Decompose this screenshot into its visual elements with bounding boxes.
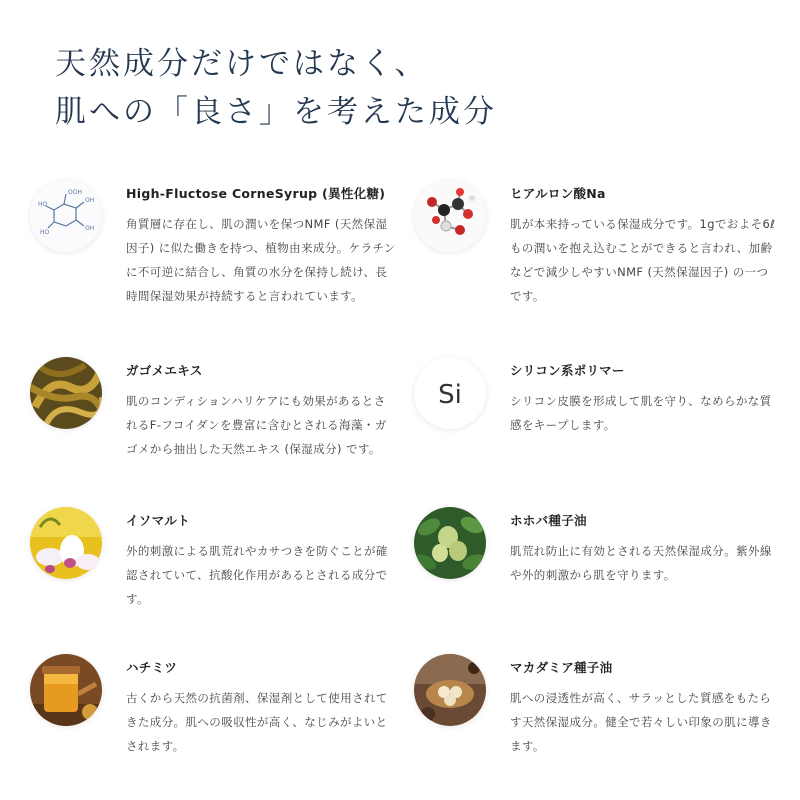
headline-line-2: 肌への「良さ」を考えた成分	[55, 94, 497, 130]
ingredient-description: 外的刺激による肌荒れやカサつきを防ぐことが確認されていて、抗酸化作用があるとされる成分です。	[126, 544, 388, 606]
ingredient-title: シリコン系ポリマー	[510, 363, 625, 378]
ingredient-description: 肌荒れ防止に有効とされる天然保湿成分。紫外線や外的刺激から肌を守ります。	[510, 544, 772, 582]
ingredient-title: High-Fluctose CorneSyrup (異性化糖)	[126, 186, 386, 201]
glucose-molecule-icon	[30, 180, 102, 252]
ingredient-title: ガゴメエキス	[126, 363, 203, 378]
ingredient-item-jojoba	[414, 507, 794, 637]
ingredient-title: イソマルト	[126, 513, 191, 528]
honey-jar-photo-icon	[30, 654, 102, 726]
ingredient-item-silicone	[414, 357, 794, 487]
ingredient-item-honey	[30, 654, 410, 784]
headline-line-1: 天然成分だけではなく、	[55, 46, 429, 82]
ingredient-item-macadamia	[414, 654, 794, 784]
molecule-label: OH	[85, 197, 95, 204]
molecule-label: HO	[40, 229, 50, 236]
headline	[55, 40, 497, 136]
ingredient-item-corn-syrup	[30, 180, 410, 310]
ingredient-description: 肌のコンディションハリケアにも効果があるとされるF-フコイダンを豊富に含むとされる海藻・ガゴメから抽出した天然エキス (保湿成分) です。	[126, 394, 387, 456]
ingredient-title: マカダミア種子油	[510, 660, 613, 675]
ingredient-item-hyaluronic-acid	[414, 180, 794, 310]
ingredient-description: 古くから天然の抗菌剤、保湿剤として使用されてきた成分。肌への吸収性が高く、なじみがよいとされます。	[126, 691, 388, 753]
macadamia-nut-photo-icon	[414, 654, 486, 726]
molecule-label: HO	[38, 201, 48, 208]
jojoba-seed-photo-icon	[414, 507, 486, 579]
seaweed-photo-icon	[30, 357, 102, 429]
molecule-label: OOH	[68, 189, 82, 196]
ingredient-title: ヒアルロン酸Na	[510, 186, 606, 201]
ingredient-description: 肌が本来持っている保湿成分です。1gでおよそ6ℓもの潤いを抱え込むことができると言われ、加齢などで減少しやすいNMF (天然保湿因子) の一つです。	[510, 217, 776, 303]
ingredient-description: 角質層に存在し、肌の潤いを保つNMF (天然保湿因子) に似た働きを持つ、植物由来成分。ケラチンに不可逆に結合し、角質の水分を保持し続け、長時間保湿効果が持続すると言われています。	[126, 217, 396, 303]
orchid-flower-photo-icon	[30, 507, 102, 579]
silicon-symbol-icon	[414, 357, 486, 429]
ingredient-item-gagome	[30, 357, 410, 487]
molecule-label: OH	[85, 225, 95, 232]
silicon-symbol-text: Si	[438, 380, 462, 410]
ingredient-title: ハチミツ	[126, 660, 178, 675]
ingredient-item-isomalt	[30, 507, 410, 637]
ingredient-title: ホホバ種子油	[510, 513, 587, 528]
ingredient-description: 肌への浸透性が高く、サラッとした質感をもたらす天然保湿成分。健全で若々しい印象の肌に導きます。	[510, 691, 772, 753]
hyaluronic-molecule-icon	[414, 180, 486, 252]
ingredient-description: シリコン皮膜を形成して肌を守り、なめらかな質感をキープします。	[510, 394, 772, 432]
